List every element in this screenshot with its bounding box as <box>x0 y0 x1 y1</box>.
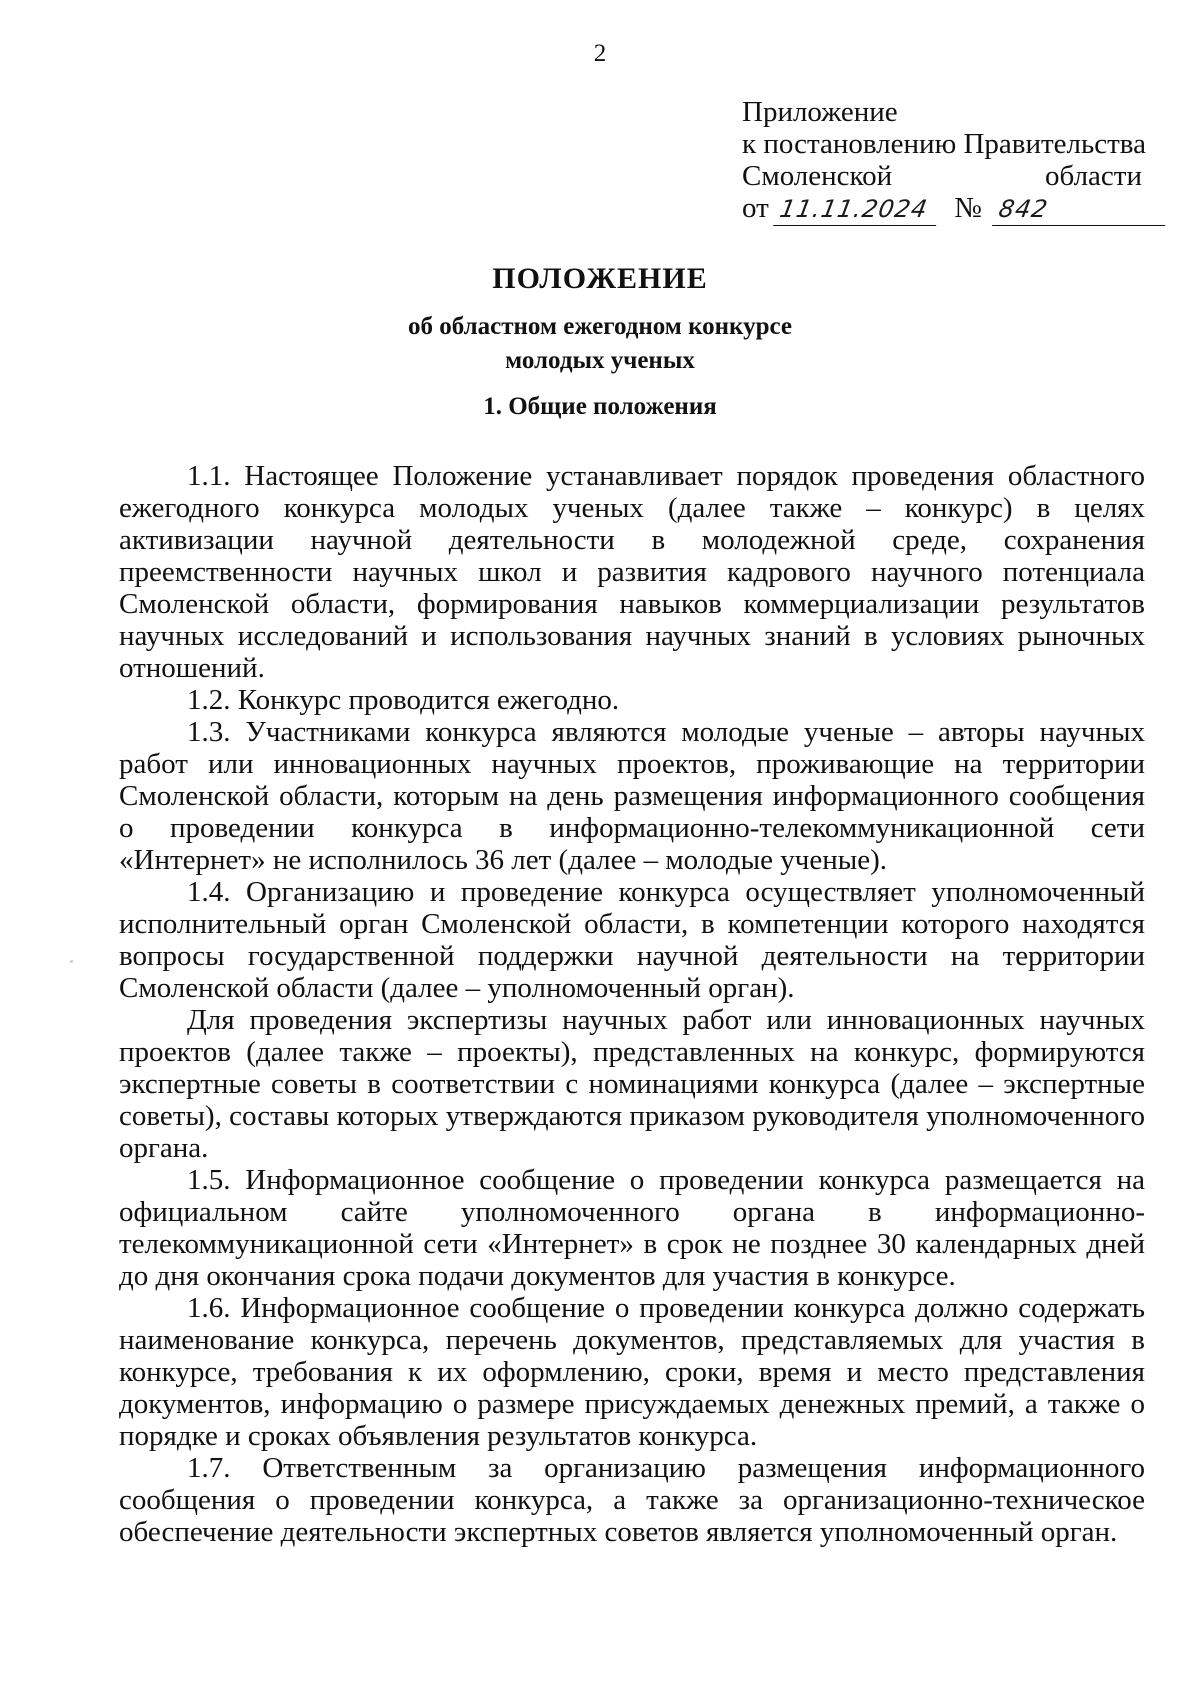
scan-artifact <box>70 960 73 963</box>
paragraph-1-4-expert-councils: Для проведения экспертизы научных работ или инновационных научных проектов (далее также – проекты), представленных на конкурс, формируются экспертные советы в соответствии с номинациями конкурса (далее – экспертные советы), составы которых утверждаются приказом руководителя уполномоченного органа. <box>119 1004 1145 1164</box>
paragraph-1-1: 1.1. Настоящее Положение устанавливает порядок проведения областного ежегодного конкурса молодых ученых (далее также – конкурс) в целях активизации научной деятельности в молодежной среде, сохранения преемственности научных школ и развития кадрового научного потенциала Смоленской области, формирования навыков коммерциализации результатов научных исследований и использования научных знаний в условиях рыночных отношений. <box>119 460 1145 684</box>
approval-line-1: Приложение <box>742 96 898 128</box>
paragraph-1-7: 1.7. Ответственным за организацию размещения информационного сообщения о проведении конкурса, а также за организационно-техническое обеспечение деятельности экспертных советов является уполномоченный орган. <box>119 1452 1145 1548</box>
section-body <box>119 460 1145 1548</box>
handwritten-number: 842 <box>992 193 1171 226</box>
approval-region-word: области <box>1045 160 1142 192</box>
document-title-block <box>0 262 1200 378</box>
approval-region: Смоленской <box>742 160 893 192</box>
handwritten-date: 11.11.2024 <box>773 193 942 226</box>
number-sign: № <box>954 192 982 224</box>
paragraph-1-6: 1.6. Информационное сообщение о проведении конкурса должно содержать наименование конкурса, перечень документов, представляемых для участия в конкурсе, требования к их оформлению, сроки, время и место представления документов, информацию о размере присуждаемых денежных премий, а также о порядке и сроках объявления результатов конкурса. <box>119 1292 1145 1452</box>
date-prefix: от <box>742 192 769 224</box>
document-subtitle-1: об областном ежегодном конкурсе <box>407 313 793 340</box>
approval-line-3 <box>742 160 1142 192</box>
section-heading: 1. Общие положения <box>483 393 717 420</box>
page-number: 2 <box>593 40 607 67</box>
document-title: ПОЛОЖЕНИЕ <box>492 262 708 295</box>
paragraph-1-3: 1.3. Участниками конкурса являются молодые ученые – авторы научных работ или инновационных научных проектов, проживающие на территории Смоленской области, которым на день размещения информационного сообщения о проведении конкурса в информационно-телекоммуникационной сети «Интернет» не исполнилось 36 лет (далее – молодые ученые). <box>119 716 1145 876</box>
approval-stamp-block <box>742 96 1146 226</box>
approval-date-number-line <box>742 192 1142 226</box>
paragraph-1-5: 1.5. Информационное сообщение о проведении конкурса размещается на официальном сайте уполномоченного органа в информационно-телекоммуникационной сети «Интернет» в срок не позднее 30 календарных дней до дня окончания срока подачи документов для участия в конкурсе. <box>119 1164 1145 1292</box>
approval-line-2: к постановлению Правительства <box>742 128 1146 160</box>
paragraph-1-4: 1.4. Организацию и проведение конкурса осуществляет уполномоченный исполнительный орган Смоленской области, в компетенции которого находятся вопросы государственной поддержки научной деятельности на территории Смоленской области (далее – уполномоченный орган). <box>119 876 1145 1004</box>
document-subtitle-2: молодых ученых <box>505 347 695 374</box>
paragraph-1-2: 1.2. Конкурс проводится ежегодно. <box>187 684 620 716</box>
